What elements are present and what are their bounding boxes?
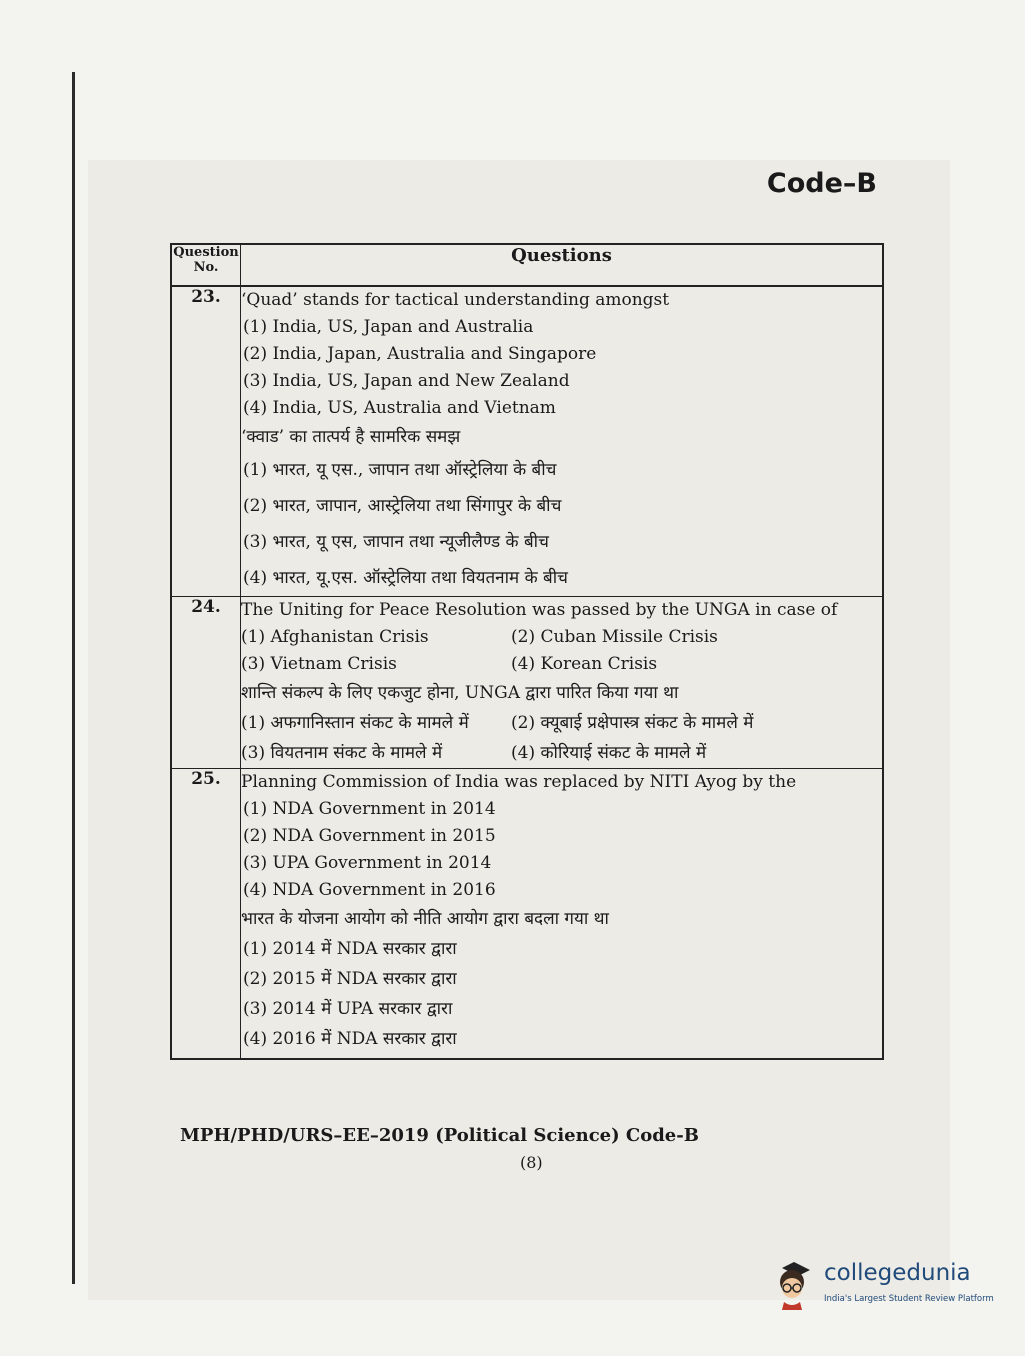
paper-code: Code–B bbox=[766, 168, 877, 199]
option-hi: (3) वियतनाम संकट के मामले में bbox=[241, 743, 443, 763]
question-row bbox=[171, 597, 883, 769]
option-en: (3) UPA Government in 2014 bbox=[243, 853, 492, 873]
question-text-en: ‘Quad’ stands for tactical understanding amongst bbox=[241, 290, 670, 310]
option-en: (4) NDA Government in 2016 bbox=[243, 880, 496, 900]
question-body bbox=[241, 286, 884, 597]
option-hi: (4) कोरियाई संकट के मामले में bbox=[511, 743, 707, 763]
question-number: 23. bbox=[171, 286, 241, 597]
logo-name: collegedunia bbox=[824, 1260, 971, 1286]
option-en: (2) India, Japan, Australia and Singapore bbox=[243, 344, 597, 364]
question-text-hi: भारत के योजना आयोग को नीति आयोग द्वारा बदला गया था bbox=[241, 909, 609, 929]
options-hi-grid bbox=[241, 708, 882, 768]
question-body bbox=[241, 597, 884, 769]
option-en: (2) NDA Government in 2015 bbox=[243, 826, 496, 846]
option-hi: (4) भारत, यू.एस. ऑस्ट्रेलिया तथा वियतनाम के बीच bbox=[243, 568, 568, 588]
question-text-hi: शान्ति संकल्प के लिए एकजुट होना, UNGA द्वारा पारित किया गया था bbox=[241, 683, 679, 703]
question-text-en: Planning Commission of India was replaced by NITI Ayog by the bbox=[241, 772, 797, 792]
options-en-grid bbox=[241, 624, 882, 678]
question-number: 25. bbox=[171, 769, 241, 1060]
option-hi: (3) 2014 में UPA सरकार द्वारा bbox=[243, 999, 453, 1019]
scan-edge bbox=[72, 72, 75, 1284]
option-hi: (1) अफगानिस्तान संकट के मामले में bbox=[241, 713, 469, 733]
option-hi: (2) 2015 में NDA सरकार द्वारा bbox=[243, 969, 457, 989]
option-en: (1) Afghanistan Crisis bbox=[241, 627, 429, 647]
question-text-en: The Uniting for Peace Resolution was passed by the UNGA in case of bbox=[241, 600, 838, 620]
question-text-hi: ‘क्वाड’ का तात्पर्य है सामरिक समझ bbox=[241, 427, 461, 447]
option-hi: (3) भारत, यू एस, जापान तथा न्यूजीलैण्ड के बीच bbox=[243, 532, 549, 552]
option-en: (2) Cuban Missile Crisis bbox=[511, 627, 718, 647]
question-table bbox=[170, 243, 884, 1060]
question-body bbox=[241, 769, 884, 1060]
option-hi: (1) 2014 में NDA सरकार द्वारा bbox=[243, 939, 457, 959]
option-hi: (2) भारत, जापान, आस्ट्रेलिया तथा सिंगापुर के बीच bbox=[243, 496, 562, 516]
option-en: (3) Vietnam Crisis bbox=[241, 654, 397, 674]
logo-tagline: India's Largest Student Review Platform bbox=[824, 1294, 994, 1304]
question-number: 24. bbox=[171, 597, 241, 769]
option-hi: (1) भारत, यू एस., जापान तथा ऑस्ट्रेलिया के बीच bbox=[243, 460, 557, 480]
column-header-question-no: Question No. bbox=[171, 244, 241, 286]
question-row bbox=[171, 769, 883, 1060]
question-row bbox=[171, 286, 883, 597]
option-en: (1) India, US, Japan and Australia bbox=[243, 317, 534, 337]
option-en: (1) NDA Government in 2014 bbox=[243, 799, 496, 819]
page-number: (8) bbox=[520, 1153, 543, 1172]
option-en: (4) India, US, Australia and Vietnam bbox=[243, 398, 556, 418]
option-hi: (4) 2016 में NDA सरकार द्वारा bbox=[243, 1029, 457, 1049]
option-en: (3) India, US, Japan and New Zealand bbox=[243, 371, 570, 391]
option-hi: (2) क्यूबाई प्रक्षेपास्त्र संकट के मामले में bbox=[511, 713, 754, 733]
column-header-questions: Questions bbox=[241, 244, 884, 286]
option-en: (4) Korean Crisis bbox=[511, 654, 658, 674]
mascot-icon bbox=[768, 1258, 820, 1310]
collegedunia-logo bbox=[768, 1254, 998, 1324]
footer-title: MPH/PHD/URS–EE–2019 (Political Science) Code-B bbox=[180, 1125, 699, 1146]
